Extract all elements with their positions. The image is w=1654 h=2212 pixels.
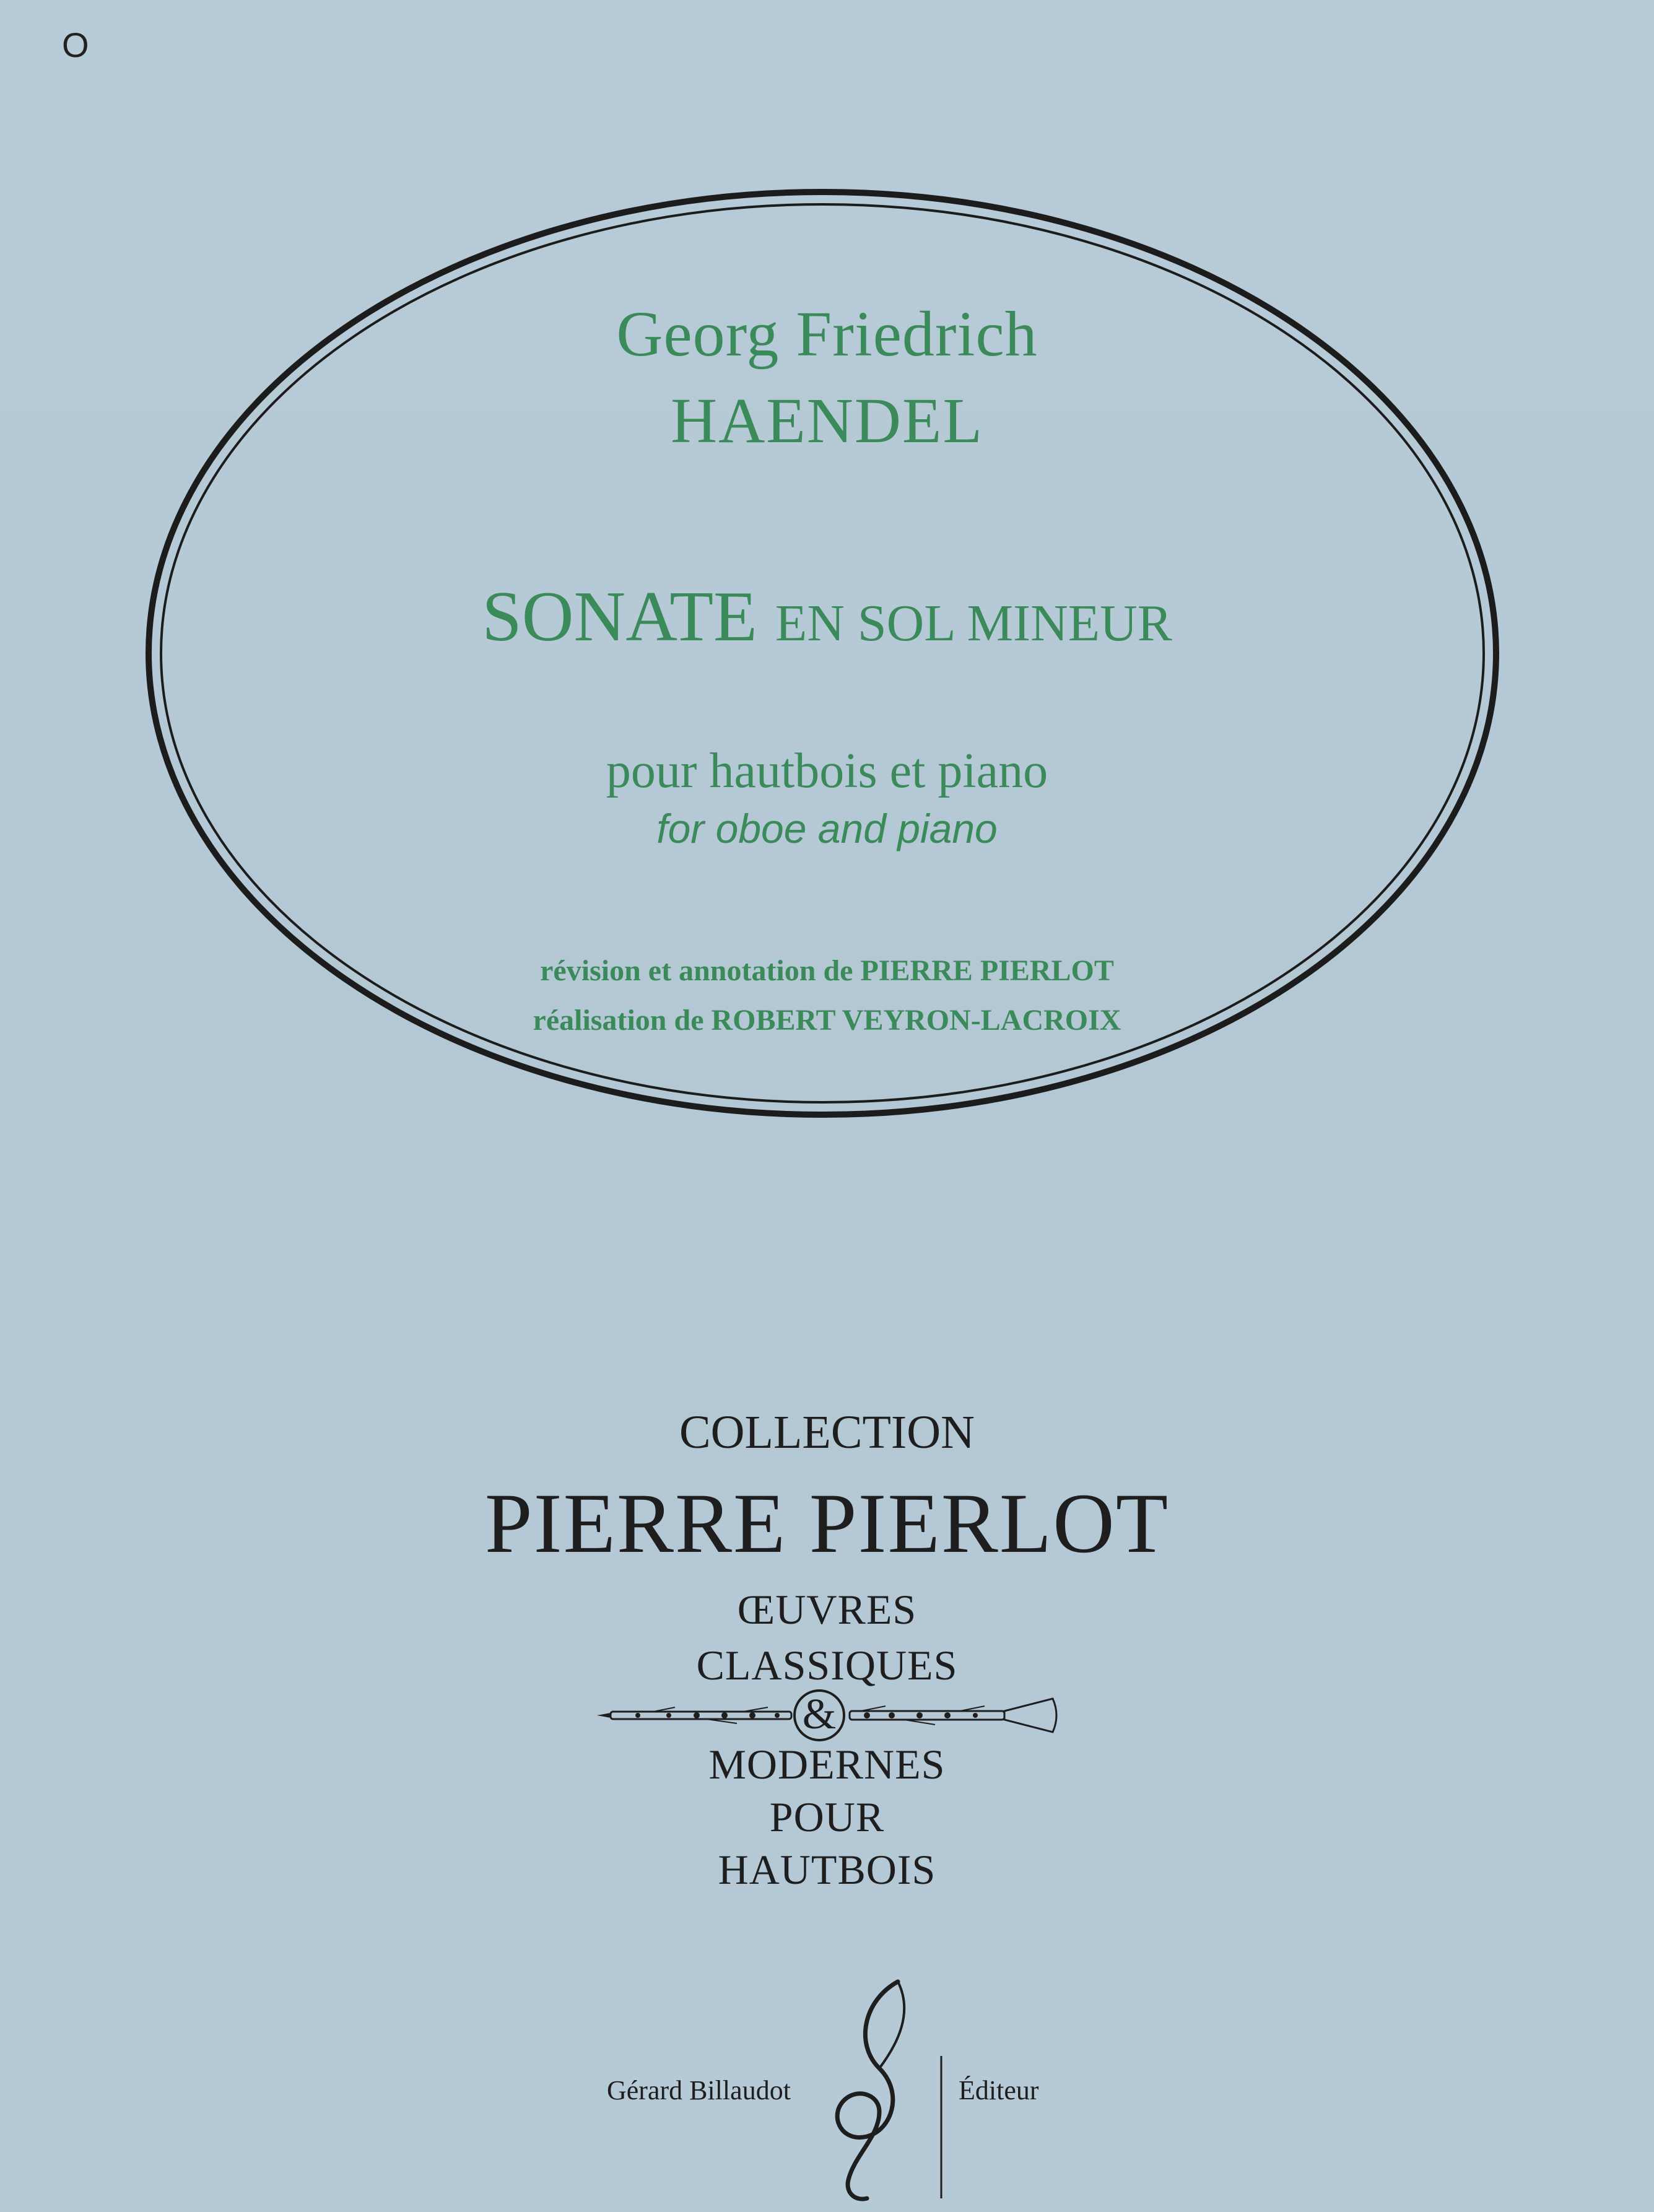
work-title-main: SONATE — [482, 577, 757, 656]
revision-credit: révision et annotation de PIERRE PIERLOT — [540, 954, 1114, 987]
ampersand-medallion — [791, 1687, 847, 1743]
instrumentation-french: pour hautbois et piano — [606, 744, 1048, 798]
collection-name: PIERRE PIERLOT — [484, 1476, 1170, 1570]
publisher-name: Gérard Billaudot — [607, 2075, 791, 2105]
corner-mark: O — [62, 25, 89, 64]
series-line-6: HAUTBOIS — [718, 1846, 936, 1893]
instrumentation-english: for oboe and piano — [656, 806, 998, 851]
work-title — [0, 576, 1654, 658]
series-line-1: ŒUVRES — [737, 1586, 917, 1633]
composer-first-names: Georg Friedrich — [616, 298, 1038, 370]
collection-label: COLLECTION — [679, 1406, 975, 1458]
series-line-4: MODERNES — [708, 1741, 946, 1788]
series-line-2: CLASSIQUES — [696, 1642, 958, 1689]
composer-last-name: HAENDEL — [670, 385, 983, 456]
publisher-role: Éditeur — [959, 2075, 1039, 2105]
treble-clef-logo-icon — [805, 1975, 947, 2205]
ampersand-text: & — [802, 1691, 837, 1738]
series-line-5: POUR — [769, 1793, 885, 1840]
work-title-rest: EN SOL MINEUR — [775, 594, 1172, 652]
realisation-credit: réalisation de ROBERT VEYRON-LACROIX — [533, 1004, 1121, 1037]
